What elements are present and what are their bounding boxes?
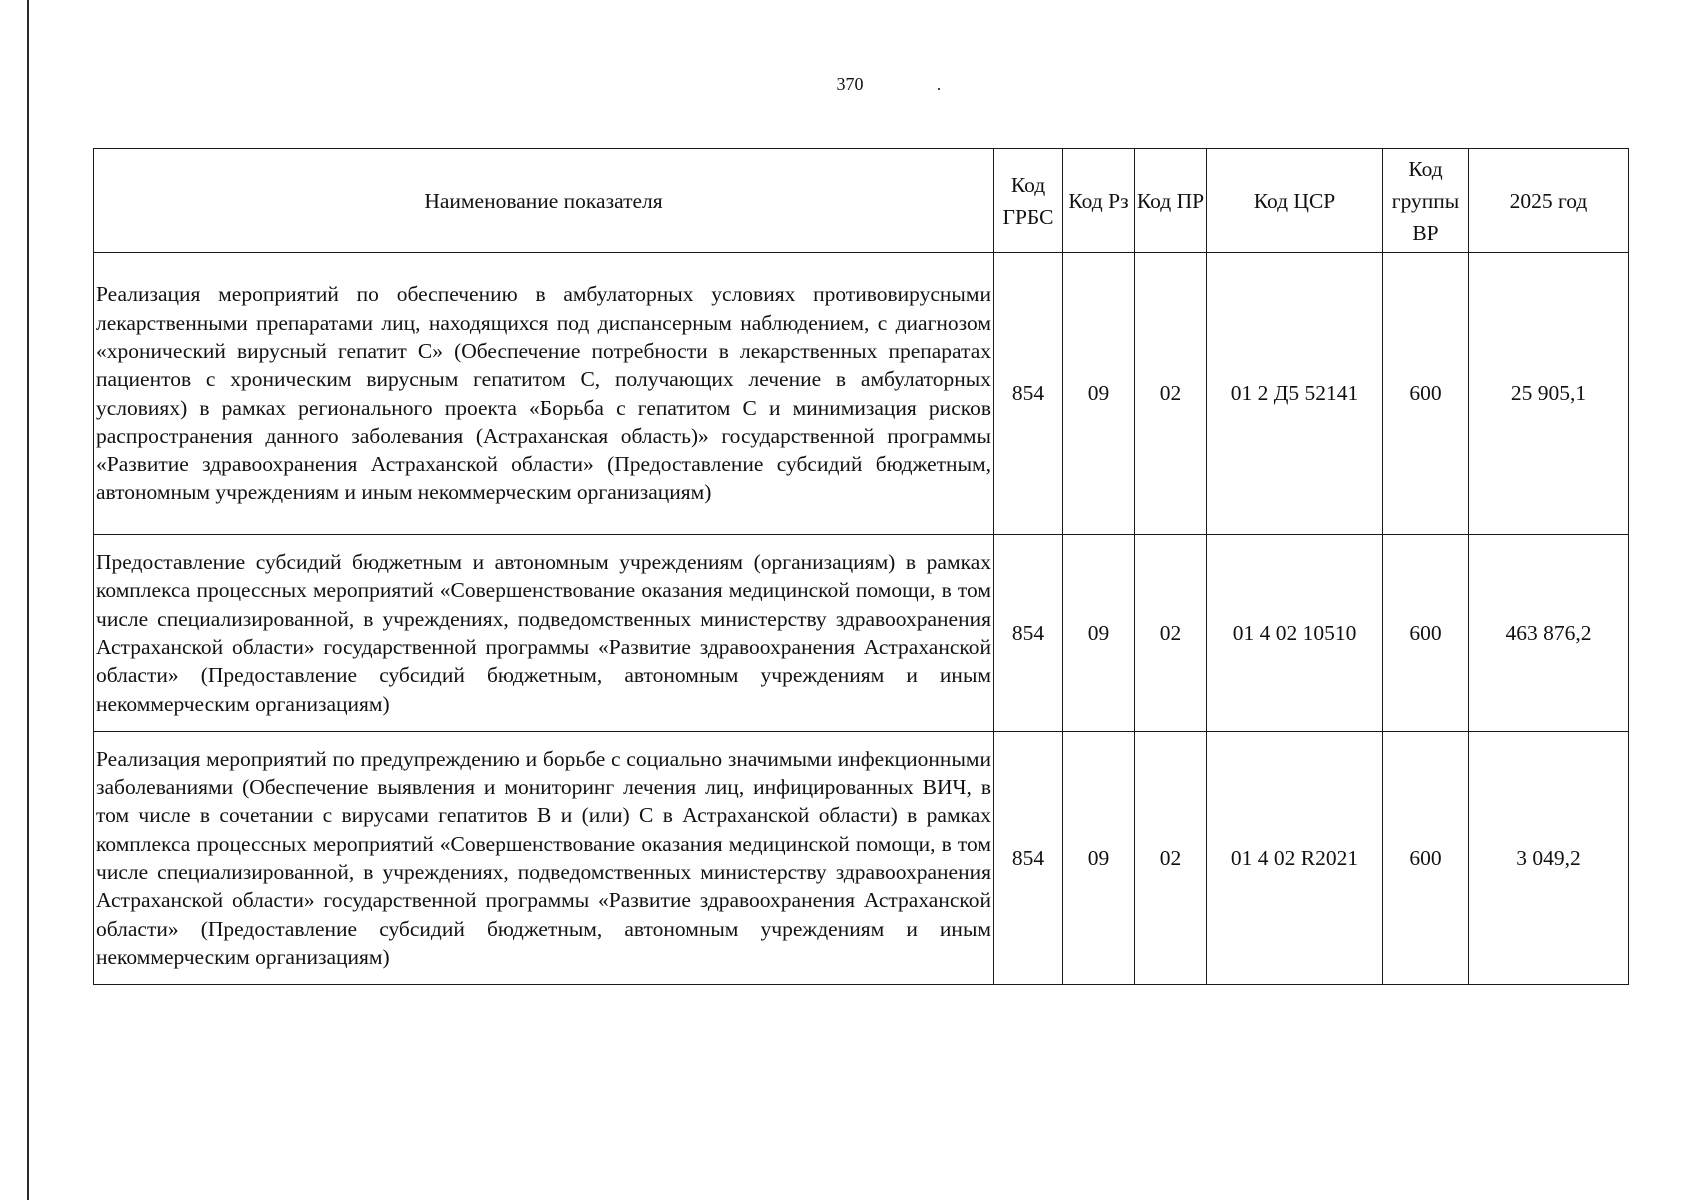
row-pr: 02: [1135, 253, 1207, 535]
row-csr: 01 4 02 R2021: [1207, 732, 1383, 985]
row-amount: 3 049,2: [1469, 732, 1629, 985]
row-grbs: 854: [994, 253, 1063, 535]
row-csr: 01 2 Д5 52141: [1207, 253, 1383, 535]
row-rz: 09: [1063, 253, 1135, 535]
row-pr: 02: [1135, 732, 1207, 985]
table-row: [94, 535, 1629, 732]
row-csr: 01 4 02 10510: [1207, 535, 1383, 732]
row-name: Реализация мероприятий по обеспечению в амбулаторных условиях противовирусными лекарственными препаратами лиц, находящихся под диспансерным наблюдением, с диагнозом «хронический вирусный гепатит С» (Обеспечение потребности в лекарственных препаратах пациентов с хроническим вирусным гепатитом С, получающих лечение в амбулаторных условиях) в рамках регионального проекта «Борьба с гепатитом С и минимизация рисков распространения данного заболевания (Астраханская область)» государственной программы «Развитие здравоохранения Астраханской области» (Предоставление субсидий бюджетным, автономным учреждениям и иным некоммерческим организациям): [94, 253, 994, 535]
header-grbs: Код ГРБС: [994, 149, 1063, 253]
header-rz: Код Рз: [1063, 149, 1135, 253]
scan-speck: [938, 88, 940, 90]
header-pr: Код ПР: [1135, 149, 1207, 253]
row-grbs: 854: [994, 535, 1063, 732]
row-vr: 600: [1383, 535, 1469, 732]
row-vr: 600: [1383, 732, 1469, 985]
row-grbs: 854: [994, 732, 1063, 985]
budget-table: [93, 148, 1629, 985]
row-pr: 02: [1135, 535, 1207, 732]
row-name: Реализация мероприятий по предупреждению и борьбе с социально значимыми инфекционными заболеваниями (Обеспечение выявления и мониторинг лечения лиц, инфицированных ВИЧ, в том числе в сочетании с вирусами гепатитов В и (или) С в Астраханской области) в рамках комплекса процессных мероприятий «Совершенствование оказания медицинской помощи, в том числе специализированной, в учреждениях, подведомственных министерству здравоохранения Астраханской области» государственной программы «Развитие здравоохранения Астраханской области» (Предоставление субсидий бюджетным, автономным учреждениям и иным некоммерческим организациям): [94, 732, 994, 985]
row-amount: 463 876,2: [1469, 535, 1629, 732]
row-amount: 25 905,1: [1469, 253, 1629, 535]
page-number: 370: [836, 74, 864, 94]
header-row: [94, 149, 1629, 253]
row-name: Предоставление субсидий бюджетным и автономным учреждениям (организациям) в рамках комплекса процессных мероприятий «Совершенствование оказания медицинской помощи, в том числе специализированной, в учреждениях, подведомственных министерству здравоохранения Астраханской области» государственной программы «Развитие здравоохранения Астраханской области» (Предоставление субсидий бюджетным, автономным учреждениям и иным некоммерческим организациям): [94, 535, 994, 732]
header-name: Наименование показателя: [94, 149, 994, 253]
table-row: [94, 732, 1629, 985]
header-year: 2025 год: [1469, 149, 1629, 253]
row-rz: 09: [1063, 732, 1135, 985]
header-vr: Код группы ВР: [1383, 149, 1469, 253]
row-rz: 09: [1063, 535, 1135, 732]
table-row: [94, 253, 1629, 535]
header-csr: Код ЦСР: [1207, 149, 1383, 253]
row-vr: 600: [1383, 253, 1469, 535]
binding-line: [27, 0, 29, 1200]
